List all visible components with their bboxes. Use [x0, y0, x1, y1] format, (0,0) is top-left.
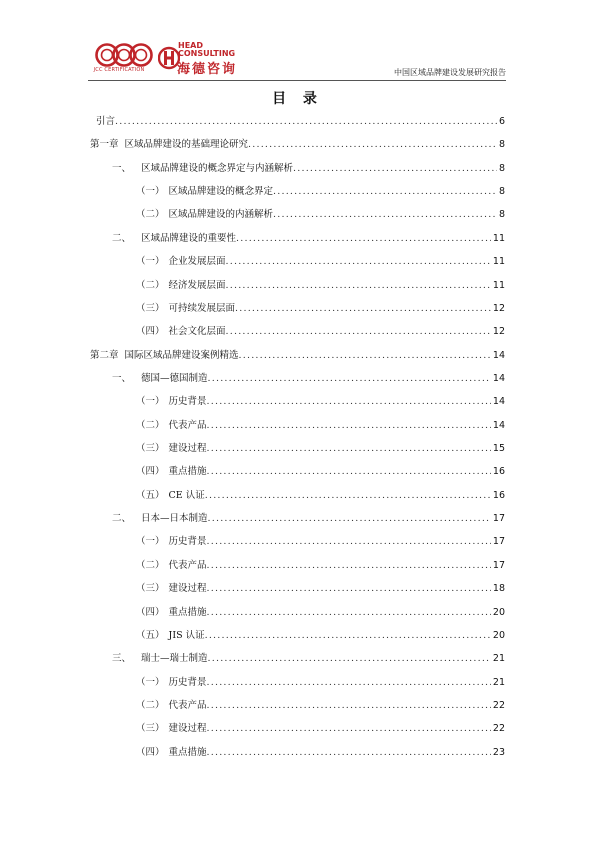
- toc-entry-number: （二）: [136, 699, 165, 711]
- toc-dot-leader: [207, 677, 491, 688]
- toc-entry-number: 一、: [112, 372, 132, 384]
- toc-entry[interactable]: [90, 300, 505, 323]
- toc-entry-number: （二）: [136, 419, 165, 431]
- toc-entry-number: （四）: [136, 746, 165, 758]
- toc-entry-label: 区域品牌建设的概念界定: [168, 186, 274, 198]
- toc-entry-page: 17: [492, 513, 505, 525]
- toc-entry-label: 德国—德国制造: [141, 372, 208, 384]
- toc-dot-leader: [208, 373, 491, 384]
- toc-entry-page: 11: [492, 279, 505, 291]
- toc-dot-leader: [205, 490, 491, 501]
- toc-entry-page: 11: [492, 232, 505, 244]
- toc-entry-page: 18: [492, 583, 505, 595]
- toc-entry-page: 8: [498, 139, 505, 151]
- toc-entry-number: 二、: [112, 513, 132, 525]
- toc-entry[interactable]: [90, 650, 505, 673]
- toc-entry[interactable]: [90, 744, 505, 767]
- toc-entry-label: CE 认证: [168, 489, 205, 501]
- toc-entry-number: （四）: [136, 326, 165, 338]
- toc-entry-page: 8: [498, 186, 505, 198]
- toc-entry[interactable]: [90, 627, 505, 650]
- toc-entry-page: 20: [492, 629, 505, 641]
- toc-entry-label: 引言: [96, 116, 116, 127]
- toc-dot-leader: [226, 280, 491, 291]
- toc-entry-label: 历史背景: [168, 536, 207, 548]
- toc-dot-leader: [236, 233, 491, 244]
- toc-dot-leader: [226, 326, 491, 337]
- toc-entry-label: 社会文化层面: [168, 326, 226, 338]
- toc-dot-leader: [293, 163, 497, 174]
- head-logo-line2: CONSULTING: [178, 49, 236, 58]
- toc-entry[interactable]: [90, 487, 505, 510]
- toc-entry-label: JIS 认证: [168, 629, 205, 641]
- toc-dot-leader: [207, 443, 491, 454]
- toc-entry[interactable]: [90, 440, 505, 463]
- toc-entry[interactable]: [90, 253, 505, 276]
- toc-entry-number: （五）: [136, 629, 165, 641]
- toc-dot-leader: [115, 116, 497, 127]
- toc-entry-label: 建设过程: [168, 443, 207, 455]
- toc-entry-label: 区域品牌建设的内涵解析: [168, 209, 274, 221]
- toc-entry[interactable]: [90, 533, 505, 556]
- toc-entry-label: 经济发展层面: [168, 279, 226, 291]
- toc-entry[interactable]: [90, 697, 505, 720]
- head-consulting-logo: [158, 42, 248, 76]
- toc-entry-number: （三）: [136, 302, 165, 314]
- toc-entry[interactable]: [90, 510, 505, 533]
- toc-dot-leader: [207, 747, 491, 758]
- toc-entry-page: 17: [492, 536, 505, 548]
- toc-entry-page: 6: [498, 116, 505, 127]
- toc-entry-number: （五）: [136, 489, 165, 501]
- toc-entry-number: （四）: [136, 466, 165, 478]
- toc-entry-page: 21: [492, 676, 505, 688]
- toc-entry-number: （三）: [136, 583, 165, 595]
- toc-entry-number: 二、: [112, 232, 132, 244]
- toc-dot-leader: [208, 653, 491, 664]
- toc-entry-page: 14: [492, 372, 505, 384]
- head-logo-chinese: 海德咨询: [177, 62, 238, 77]
- toc-entry-label: 区域品牌建设的重要性: [141, 232, 237, 244]
- toc-dot-leader: [207, 420, 491, 431]
- toc-entry-number: （一）: [136, 186, 165, 198]
- toc-entry-label: 重点措施: [168, 606, 207, 618]
- toc-dot-leader: [207, 700, 491, 711]
- toc-entry-page: 22: [492, 723, 505, 735]
- toc-dot-leader: [207, 536, 491, 547]
- toc-entry-label: 重点措施: [168, 746, 207, 758]
- toc-dot-leader: [208, 513, 491, 524]
- toc-entry-number: （二）: [136, 559, 165, 571]
- toc-dot-leader: [248, 139, 497, 150]
- toc-entry-label: 企业发展层面: [168, 256, 226, 268]
- toc-entry[interactable]: [90, 557, 505, 580]
- toc-dot-leader: [226, 256, 491, 267]
- toc-entry-page: 22: [492, 699, 505, 711]
- toc-entry[interactable]: [90, 136, 505, 159]
- toc-entry-number: 三、: [112, 653, 132, 665]
- toc-entry-number: （一）: [136, 536, 165, 548]
- toc-entry[interactable]: [90, 113, 505, 136]
- jcc-logo-text: JCC CERTIFICATION: [93, 67, 145, 73]
- toc-entry-number: （三）: [136, 723, 165, 735]
- toc-entry-page: 8: [498, 162, 505, 174]
- toc-entry-number: （三）: [136, 443, 165, 455]
- toc-entry-page: 23: [492, 746, 505, 758]
- toc-entry-page: 12: [492, 326, 505, 338]
- toc-entry-number: （一）: [136, 256, 165, 268]
- toc-entry-label: 历史背景: [168, 396, 207, 408]
- toc-entry[interactable]: [90, 206, 505, 229]
- toc-entry-page: 14: [492, 396, 505, 408]
- toc-entry-label: 可持续发展层面: [168, 302, 236, 314]
- toc-entry[interactable]: [90, 580, 505, 603]
- toc-dot-leader: [205, 630, 491, 641]
- toc-dot-leader: [207, 723, 491, 734]
- toc-entry-page: 14: [492, 349, 505, 361]
- toc-entry-label: 国际区域品牌建设案例精选: [124, 349, 239, 361]
- toc-entry-page: 16: [492, 466, 505, 478]
- toc-dot-leader: [207, 607, 491, 618]
- toc-entry[interactable]: [90, 323, 505, 346]
- toc-entry-number: （二）: [136, 209, 165, 221]
- toc-dot-leader: [207, 583, 491, 594]
- report-title: 中国区域品牌建设发展研究报告: [394, 68, 506, 77]
- toc-entry[interactable]: [90, 347, 505, 370]
- header-divider: [88, 80, 506, 81]
- toc-entry-number: 第二章: [90, 349, 119, 361]
- toc-entry-number: 第一章: [90, 139, 119, 151]
- page-header: [88, 40, 506, 80]
- toc-entry-page: 12: [492, 302, 505, 314]
- toc-entry-label: 历史背景: [168, 676, 207, 688]
- toc-entry-number: （一）: [136, 396, 165, 408]
- toc-entry[interactable]: [90, 277, 505, 300]
- toc-dot-leader: [273, 186, 497, 197]
- toc-entry-label: 代表产品: [168, 559, 207, 571]
- toc-entry-label: 瑞士—瑞士制造: [141, 653, 208, 665]
- toc-entry-number: （四）: [136, 606, 165, 618]
- head-consulting-wordmark: [178, 42, 235, 58]
- toc-entry[interactable]: [90, 230, 505, 253]
- toc-entry-label: 代表产品: [168, 699, 207, 711]
- toc-entry-label: 代表产品: [168, 419, 207, 431]
- toc-entry-page: 11: [492, 256, 505, 268]
- toc-entry[interactable]: [90, 393, 505, 416]
- toc-entry[interactable]: [90, 463, 505, 486]
- toc-heading: 目 录: [272, 91, 323, 107]
- table-of-contents: [90, 113, 505, 767]
- head-logo-line1: HEAD: [178, 41, 203, 50]
- toc-entry[interactable]: [90, 720, 505, 743]
- toc-dot-leader: [239, 350, 491, 361]
- toc-entry[interactable]: [90, 674, 505, 697]
- toc-dot-leader: [207, 560, 491, 571]
- toc-entry-number: 一、: [112, 162, 132, 174]
- toc-entry-page: 21: [492, 653, 505, 665]
- toc-entry-label: 区域品牌建设的基础理论研究: [124, 139, 249, 151]
- toc-entry-page: 15: [492, 443, 505, 455]
- toc-entry-page: 14: [492, 419, 505, 431]
- toc-entry-label: 重点措施: [168, 466, 207, 478]
- toc-entry[interactable]: [90, 183, 505, 206]
- toc-entry-label: 区域品牌建设的概念界定与内涵解析: [141, 162, 294, 174]
- toc-dot-leader: [235, 303, 491, 314]
- toc-entry-label: 建设过程: [168, 583, 207, 595]
- toc-entry[interactable]: [90, 160, 505, 183]
- toc-entry-label: 建设过程: [168, 723, 207, 735]
- toc-dot-leader: [273, 209, 497, 220]
- toc-entry-number: （一）: [136, 676, 165, 688]
- toc-entry-number: （二）: [136, 279, 165, 291]
- toc-entry[interactable]: [90, 370, 505, 393]
- toc-entry-page: 16: [492, 489, 505, 501]
- toc-entry[interactable]: [90, 604, 505, 627]
- toc-entry-page: 20: [492, 606, 505, 618]
- toc-entry-page: 8: [498, 209, 505, 221]
- toc-entry[interactable]: [90, 417, 505, 440]
- toc-dot-leader: [207, 466, 491, 477]
- toc-entry-label: 日本—日本制造: [141, 513, 208, 525]
- jcc-rings-icon: [94, 42, 154, 70]
- toc-entry-page: 17: [492, 559, 505, 571]
- toc-dot-leader: [207, 396, 491, 407]
